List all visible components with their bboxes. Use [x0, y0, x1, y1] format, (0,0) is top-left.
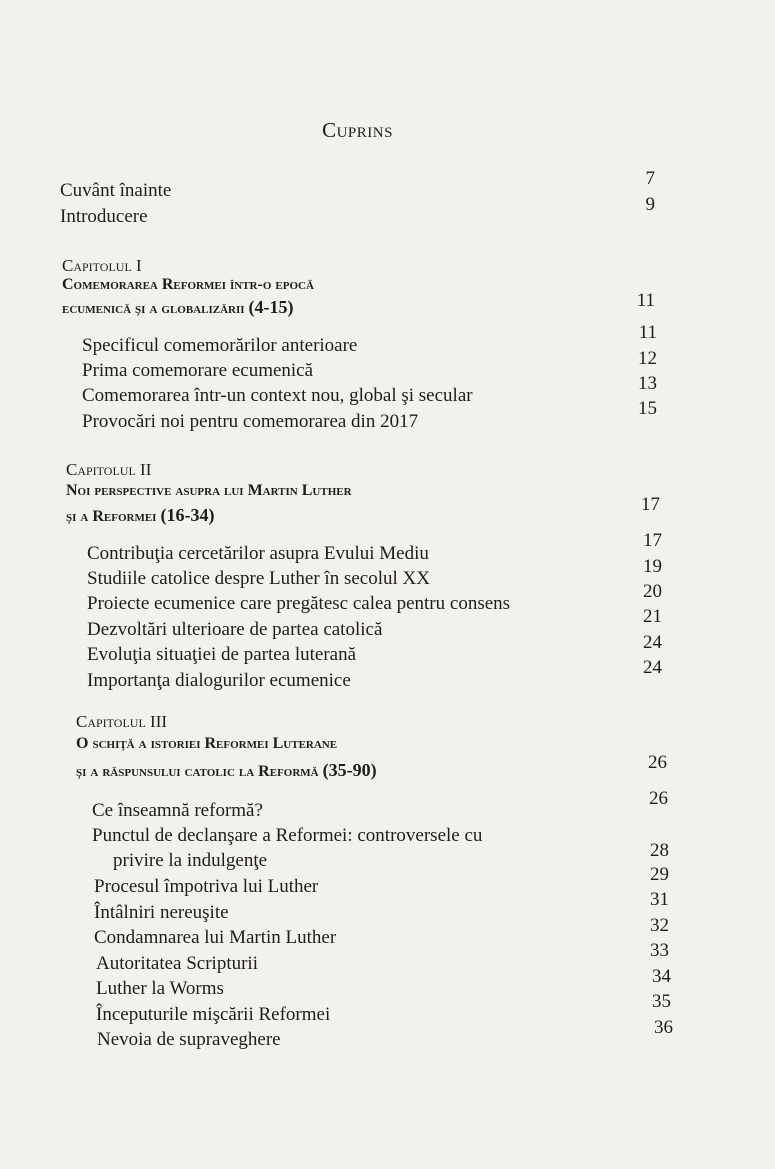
chapter-title[interactable] — [76, 760, 377, 781]
toc-entry-label[interactable]: privire la indulgenţe — [113, 850, 268, 871]
toc-entry-label[interactable]: Proiecte ecumenice care pregătesc calea pentru consens — [87, 593, 511, 614]
toc-entry-label[interactable]: Ce înseamnă reformă? — [92, 800, 263, 821]
chapter-range: (16-34) — [160, 505, 215, 525]
toc-entry-page: 36 — [654, 1017, 673, 1038]
toc-entry-page: 11 — [638, 322, 657, 343]
toc-title: Cuprins — [322, 118, 393, 142]
chapter-title-line: şi a Reformei — [66, 508, 157, 525]
chapter-title[interactable] — [76, 735, 337, 753]
toc-entry-label[interactable]: Studiile catolice despre Luther în secolul XX — [87, 568, 430, 589]
chapter-title-line: şi a răspunsului catolic la Reformă — [76, 763, 319, 780]
toc-entry-page: 13 — [638, 373, 657, 394]
toc-entry-page: 24 — [643, 632, 662, 653]
toc-entry-page: 19 — [643, 556, 662, 577]
chapter-title-line: Noi perspective asupra lui Martin Luther — [66, 482, 352, 499]
toc-entry-page: 20 — [643, 581, 662, 602]
toc-entry-label[interactable]: Provocări noi pentru comemorarea din 2017 — [82, 411, 419, 432]
toc-entry-page: 31 — [650, 889, 669, 910]
toc-entry-page: 33 — [650, 940, 669, 961]
toc-entry-page: 34 — [652, 966, 671, 987]
toc-entry-label[interactable]: Dezvoltări ulterioare de partea catolică — [87, 619, 383, 640]
toc-entry-page: 28 — [650, 840, 669, 861]
chapter-label: Capitolul I — [62, 256, 142, 275]
toc-entry-label[interactable]: Autoritatea Scripturii — [96, 953, 258, 974]
toc-entry-label[interactable]: Importanţa dialogurilor ecumenice — [87, 670, 351, 691]
toc-entry-page: 17 — [643, 530, 662, 551]
toc-entry-label[interactable]: Întâlniri nereuşite — [94, 902, 229, 923]
toc-entry-page: 29 — [650, 864, 669, 885]
chapter-title[interactable] — [62, 276, 314, 294]
toc-entry-label[interactable]: Introducere — [60, 206, 148, 227]
chapter-title-line: O schiţă a istoriei Reformei Luterane — [76, 735, 338, 752]
toc-entry-label[interactable]: Cuvânt înainte — [60, 180, 172, 201]
chapter-range: (35-90) — [322, 760, 377, 780]
chapter-page: 26 — [648, 752, 667, 773]
chapter-title[interactable] — [62, 297, 294, 318]
toc-entry-page: 9 — [645, 194, 655, 215]
toc-entry-label[interactable]: Comemorarea într-un context nou, global şi secular — [82, 385, 473, 406]
toc-entry-page: 7 — [645, 168, 655, 189]
chapter-label: Capitolul III — [76, 712, 168, 731]
toc-entry-label[interactable]: Punctul de declanşare a Reformei: controversele cu — [92, 825, 483, 846]
toc-entry-label[interactable]: Contribuţia cercetărilor asupra Evului Mediu — [87, 543, 429, 564]
toc-entry-label[interactable]: Prima comemorare ecumenică — [82, 360, 314, 381]
toc-entry-label[interactable]: Condamnarea lui Martin Luther — [94, 927, 337, 948]
chapter-title[interactable] — [66, 505, 214, 526]
toc-entry-label[interactable]: Luther la Worms — [96, 978, 224, 999]
toc-entry-page: 35 — [652, 991, 671, 1012]
chapter-page: 17 — [641, 494, 660, 515]
chapter-label: Capitolul II — [66, 460, 152, 479]
toc-entry-page: 21 — [643, 606, 662, 627]
toc-entry-page: 32 — [650, 915, 669, 936]
chapter-title-line: Comemorarea Reformei într-o epocă — [62, 276, 314, 293]
toc-entry-label[interactable]: Nevoia de supraveghere — [97, 1029, 281, 1050]
toc-entry-label[interactable]: Specificul comemorărilor anterioare — [82, 335, 358, 356]
toc-entry-label[interactable]: Începuturile mişcării Reformei — [96, 1004, 331, 1025]
chapter-range: (4-15) — [248, 297, 294, 317]
toc-entry-label[interactable]: Procesul împotriva lui Luther — [94, 876, 319, 897]
toc-entry-page: 26 — [649, 788, 668, 809]
toc-entry-page: 12 — [638, 348, 657, 369]
toc-entry-page: 15 — [638, 398, 657, 419]
toc-entry-label[interactable]: Evoluţia situaţiei de partea luterană — [87, 644, 357, 665]
toc-entry-page: 24 — [643, 657, 662, 678]
chapter-title-line: ecumenică şi a globalizării — [62, 300, 245, 317]
chapter-title[interactable] — [66, 482, 352, 500]
chapter-page: 11 — [636, 290, 655, 311]
